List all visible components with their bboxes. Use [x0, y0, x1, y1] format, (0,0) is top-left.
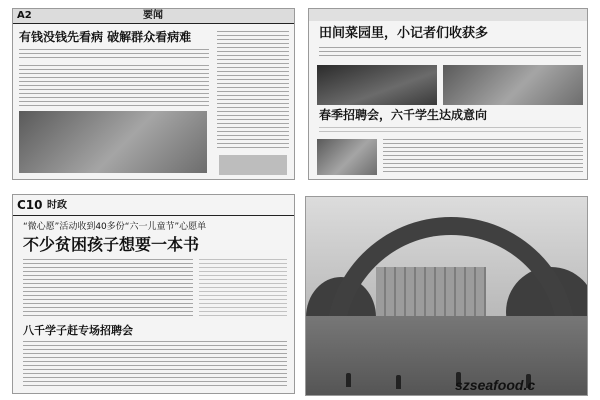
field-photo [443, 65, 583, 105]
person [346, 373, 351, 387]
person [396, 375, 401, 389]
kicker: “微心愿”活动收到40多份“六一儿童节”心愿单 [23, 222, 207, 232]
header-rule [13, 215, 294, 216]
side-column-text [199, 259, 287, 319]
subhead-text [19, 49, 209, 59]
subhead: 春季招聘会，六千学生达成意向 [319, 108, 488, 122]
newspaper-page-c10 [12, 194, 295, 394]
ad-box [219, 155, 287, 175]
header-rule [13, 23, 294, 24]
subhead: 八千学子赶专场招聘会 [23, 324, 133, 337]
newspaper-page-a2 [12, 8, 295, 180]
subhead-text-2 [319, 127, 581, 135]
page-label: C10 [17, 198, 43, 212]
article-text [23, 259, 193, 319]
subhead-text [319, 47, 581, 59]
headline: 不少贫困孩子想要一本书 [23, 235, 200, 254]
article-photo [19, 111, 207, 173]
page-header-strip [309, 9, 587, 21]
watermark: szseafood.c [455, 377, 536, 393]
section-title: 时政 [47, 200, 67, 211]
job-fair-photo [305, 196, 588, 396]
article-text [19, 65, 209, 107]
headline: 有钱没钱先看病 破解群众看病难 [19, 30, 192, 44]
article-text-2 [23, 341, 287, 389]
article-text [383, 139, 583, 175]
page-label: A2 [17, 10, 32, 21]
side-column-text [217, 31, 289, 151]
article-photo [317, 65, 437, 105]
section-title: 要闻 [143, 10, 163, 21]
headline: 田间菜园里，小记者们收获多 [319, 26, 489, 41]
newspaper-page-right [308, 8, 588, 180]
small-photo [317, 139, 377, 175]
